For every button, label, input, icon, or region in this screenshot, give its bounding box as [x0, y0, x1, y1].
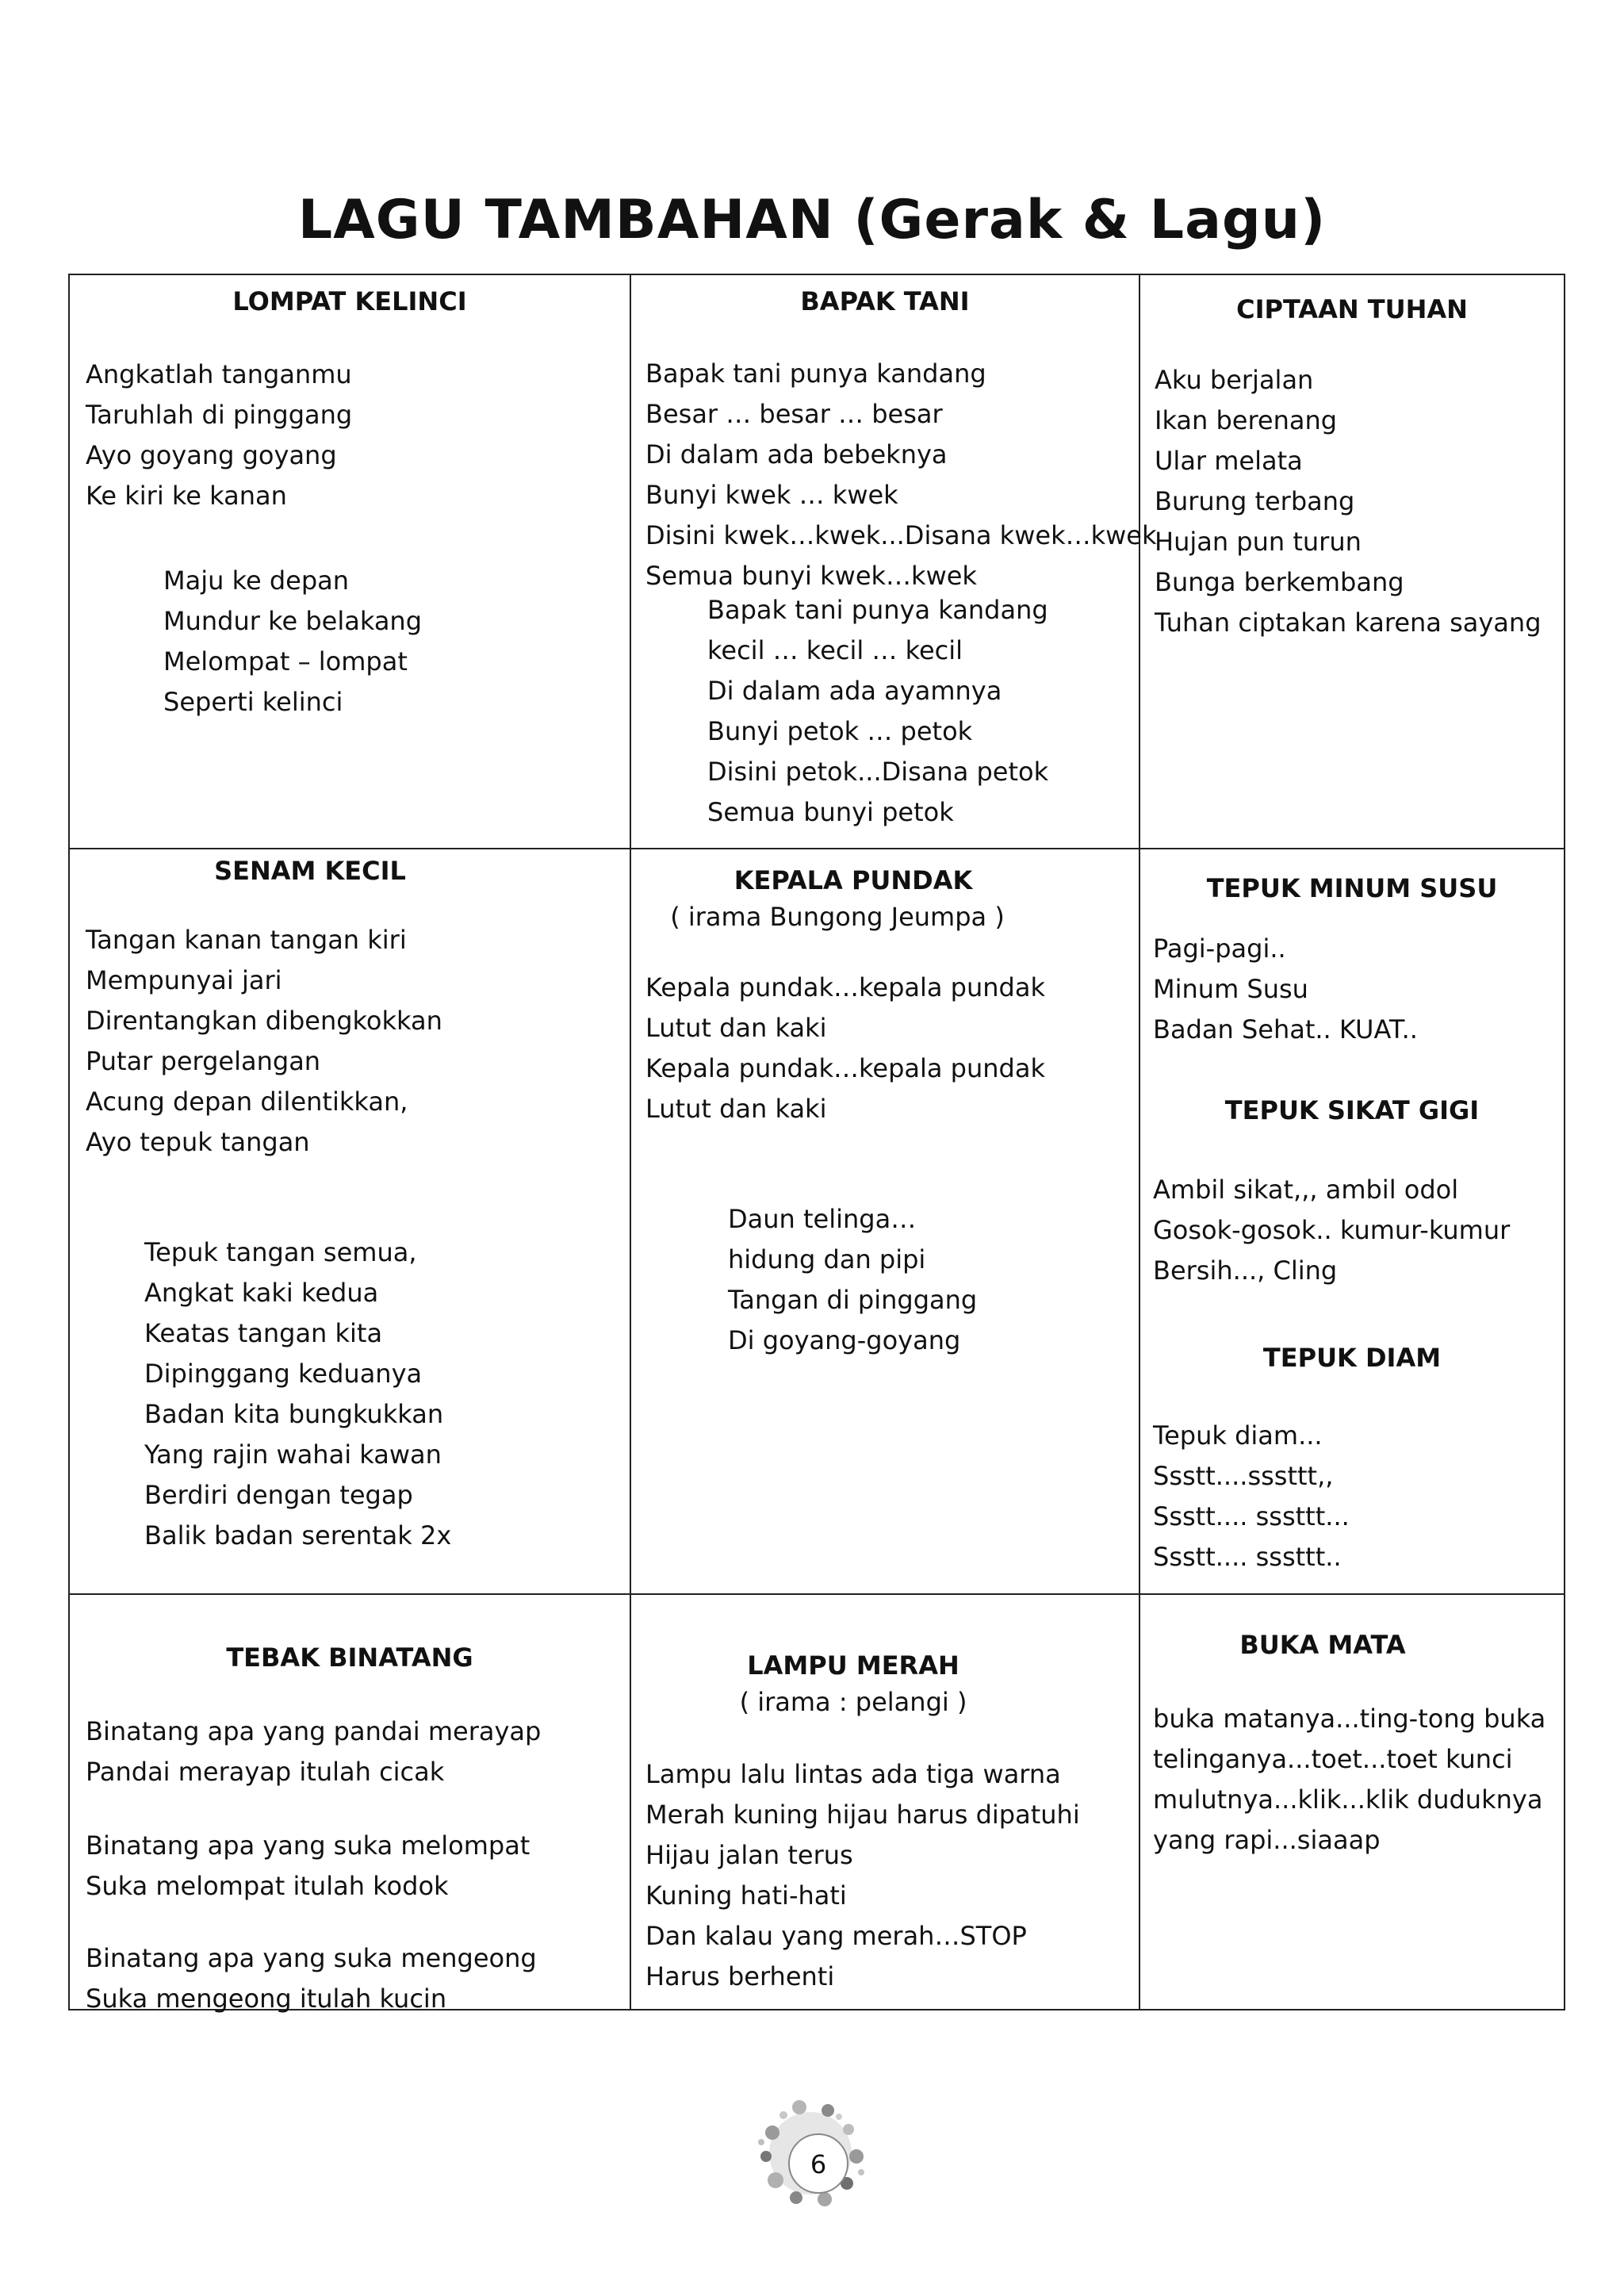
lyric-line: Dipinggang keduanya — [144, 1359, 423, 1389]
lyric-line: Angkat kaki kedua — [144, 1278, 379, 1308]
page-number: 6 — [788, 2133, 848, 2194]
lyric-line: Lutut dan kaki — [645, 1094, 827, 1124]
lyric-line: Merah kuning hijau harus dipatuhi — [645, 1800, 1080, 1830]
lyric-line: Harus berhenti — [645, 1961, 835, 1991]
lyric-line: Tuhan ciptakan karena sayang — [1155, 608, 1542, 638]
lyric-line: Dan kalau yang merah…STOP — [645, 1921, 1027, 1951]
song-verse — [1153, 1700, 1545, 1861]
lyric-line: Binatang apa yang pandai merayap — [86, 1716, 542, 1746]
song-title: LAMPU MERAH — [747, 1650, 959, 1681]
lyric-line: Bunyi petok … petok — [707, 716, 973, 746]
song-subtitle: ( irama Bungong Jeumpa ) — [670, 902, 1005, 932]
lyric-line: Tangan di pinggang — [728, 1285, 978, 1315]
lyric-line: Ikan berenang — [1155, 405, 1338, 435]
lyric-line: Direntangkan dibengkokkan — [86, 1006, 442, 1036]
song-verse — [1153, 1416, 1350, 1577]
lyric-line: Maju ke depan — [163, 565, 350, 596]
lyric-line: Ke kiri ke kanan — [86, 481, 287, 511]
lyric-line: Berdiri dengan tegap — [144, 1480, 413, 1510]
song-cell-tepuk — [1140, 849, 1564, 1593]
lyric-line: Bapak tani punya kandang — [707, 595, 1048, 625]
lyric-line: Bunyi kwek … kwek — [645, 480, 898, 510]
lyric-line: Besar … besar … besar — [645, 399, 943, 429]
song-title: CIPTAAN TUHAN — [1236, 294, 1468, 324]
song-cell-bapak-tani — [631, 275, 1157, 848]
song-verse — [645, 1755, 1080, 1998]
song-cell-senam-kecil — [70, 849, 630, 1593]
lyric-line: Kepala pundak…kepala pundak — [645, 972, 1045, 1002]
lyric-line: Keatas tangan kita — [144, 1318, 383, 1348]
song-title: TEPUK SIKAT GIGI — [1224, 1095, 1480, 1125]
lyric-line: Disini petok...Disana petok — [707, 757, 1049, 787]
song-cell-kepala-pundak — [631, 849, 1139, 1593]
lyric-line: Tangan kanan tangan kiri — [86, 925, 407, 955]
lyric-line: Minum Susu — [1153, 974, 1308, 1004]
song-title: TEBAK BINATANG — [226, 1642, 473, 1673]
song-verse — [1153, 929, 1418, 1050]
lyric-line: Kuning hati-hati — [645, 1880, 847, 1911]
song-title: LOMPAT KELINCI — [232, 286, 467, 316]
song-verse — [86, 355, 352, 516]
lyric-line: Binatang apa yang suka mengeong — [86, 1943, 537, 1973]
lyric-line: Hijau jalan terus — [645, 1840, 853, 1870]
lyric-line: Angkatlah tanganmu — [86, 359, 352, 389]
song-cell-tebak-binatang — [70, 1595, 630, 2014]
song-title: TEPUK MINUM SUSU — [1206, 873, 1498, 903]
lyric-line: Semua bunyi kwek…kwek — [645, 561, 977, 591]
song-verse — [645, 968, 1045, 1130]
song-cell-lompat-kelinci — [70, 275, 630, 848]
lyric-line: Badan kita bungkukkan — [144, 1399, 444, 1429]
lyric-line: Gosok-gosok.. kumur-kumur — [1153, 1215, 1511, 1245]
lyric-line: Daun telinga… — [728, 1204, 917, 1234]
lyric-line: Binatang apa yang suka melompat — [86, 1830, 530, 1861]
lyric-line: Tepuk tangan semua, — [144, 1237, 417, 1267]
song-title: BUKA MATA — [1239, 1630, 1406, 1660]
song-cell-lampu-merah — [631, 1595, 1139, 2009]
song-verse — [645, 355, 1157, 597]
song-verse — [86, 1939, 537, 2020]
song-verse — [1153, 1170, 1510, 1291]
lyric-line: Suka melompat itulah kodok — [86, 1871, 449, 1901]
lyric-line: Bunga berkembang — [1155, 567, 1404, 597]
lyric-line: Badan Sehat.. KUAT.. — [1153, 1014, 1418, 1045]
lyric-line: Burung terbang — [1155, 486, 1355, 516]
lyric-line: Seperti kelinci — [163, 687, 343, 717]
lyric-line: Ayo tepuk tangan — [86, 1127, 310, 1157]
lyric-line: Balik badan serentak 2x — [144, 1520, 452, 1550]
song-title: KEPALA PUNDAK — [733, 865, 973, 895]
lyric-line: Ssstt.... sssttt... — [1153, 1501, 1350, 1531]
lyric-line: Aku berjalan — [1155, 365, 1314, 395]
song-verse — [144, 1233, 451, 1557]
lyric-line: Bersih..., Cling — [1153, 1255, 1338, 1286]
lyric-line: Mempunyai jari — [86, 965, 282, 995]
song-verse — [1155, 361, 1542, 644]
song-title: BAPAK TANI — [800, 286, 970, 316]
song-subtitle: ( irama : pelangi ) — [739, 1687, 967, 1717]
lyric-line: Lampu lalu lintas ada tiga warna — [645, 1759, 1061, 1789]
song-verse — [728, 1200, 977, 1362]
lyric-line: Taruhlah di pinggang — [86, 400, 353, 430]
song-cell-buka-mata — [1140, 1595, 1564, 2009]
lyric-line: Ssstt.... sssttt.. — [1153, 1542, 1342, 1572]
song-verse — [163, 561, 422, 723]
lyric-line: telinganya...toet...toet kunci — [1153, 1744, 1513, 1774]
song-verse — [86, 1826, 530, 1907]
lyric-line: Putar pergelangan — [86, 1046, 321, 1076]
lyric-line: Hujan pun turun — [1155, 527, 1362, 557]
lyric-line: Ambil sikat,,, ambil odol — [1153, 1175, 1459, 1205]
song-cell-ciptaan-tuhan — [1140, 275, 1564, 848]
lyric-line: Pagi-pagi.. — [1153, 933, 1286, 964]
lyric-line: Pandai merayap itulah cicak — [86, 1757, 445, 1787]
song-verse — [86, 921, 442, 1163]
page-title: LAGU TAMBAHAN (Gerak & Lagu) — [297, 189, 1327, 251]
lyric-line: Semua bunyi petok — [707, 797, 954, 827]
lyric-line: Yang rajin wahai kawan — [144, 1439, 442, 1470]
lyric-line: Disini kwek…kwek...Disana kwek…kwek — [645, 520, 1157, 550]
lyric-line: Di dalam ada ayamnya — [707, 676, 1002, 706]
lyric-line: Mundur ke belakang — [163, 606, 423, 636]
lyric-line: Melompat – lompat — [163, 646, 408, 677]
lyric-line: Suka mengeong itulah kucin — [86, 1984, 447, 2014]
lyric-line: yang rapi...siaaap — [1153, 1825, 1381, 1855]
lyric-line: Ssstt....sssttt,, — [1153, 1461, 1334, 1491]
song-verse — [86, 1712, 541, 1793]
lyric-line: Lutut dan kaki — [645, 1013, 827, 1043]
lyric-line: hidung dan pipi — [728, 1244, 926, 1274]
songs-table — [68, 274, 1565, 2014]
lyric-line: Di dalam ada bebeknya — [645, 439, 948, 470]
lyric-line: mulutnya...klik...klik duduknya — [1153, 1784, 1543, 1815]
song-title: SENAM KECIL — [214, 856, 406, 886]
lyric-line: Ular melata — [1155, 446, 1303, 476]
lyric-line: Ayo goyang goyang — [86, 440, 337, 470]
lyric-line: Di goyang-goyang — [728, 1325, 961, 1355]
song-verse — [707, 591, 1048, 834]
lyric-line: kecil … kecil … kecil — [707, 635, 963, 665]
lyric-line: Tepuk diam... — [1153, 1420, 1323, 1451]
lyric-line: Acung depan dilentikkan, — [86, 1087, 408, 1117]
lyric-line: Kepala pundak…kepala pundak — [645, 1053, 1045, 1083]
lyric-line: Bapak tani punya kandang — [645, 358, 986, 389]
lyric-line: buka matanya...ting-tong buka — [1153, 1704, 1546, 1734]
song-title: TEPUK DIAM — [1262, 1343, 1442, 1373]
